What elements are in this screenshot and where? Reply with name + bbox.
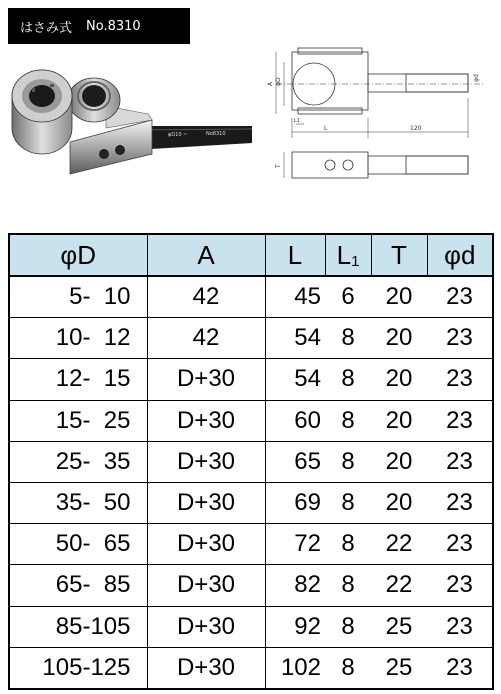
cell-l1: 8 <box>325 482 371 523</box>
dim-120-label: 120 <box>410 125 422 132</box>
table-row <box>9 359 493 400</box>
cell-phi-d: 15- 25 <box>9 400 147 441</box>
table-row <box>9 318 493 359</box>
header-l1-main: L <box>336 239 352 270</box>
holder-type-label: はさみ式 <box>20 20 73 36</box>
cell-phi-d: 105-125 <box>9 647 147 689</box>
cell-t: 20 <box>371 276 427 318</box>
cell-small-phi-d: 23 <box>427 400 493 441</box>
cell-small-phi-d: 23 <box>427 524 493 565</box>
cell-a: D+30 <box>147 359 265 400</box>
table-row <box>9 482 493 523</box>
cell-l1: 8 <box>325 359 371 400</box>
header-small-phi-d: φd <box>427 234 493 276</box>
dim-small-phi-d-label: φd <box>473 74 480 82</box>
cell-phi-d: 5- 10 <box>9 276 147 318</box>
cell-small-phi-d: 23 <box>427 318 493 359</box>
table-row <box>9 441 493 482</box>
cell-t: 20 <box>371 441 427 482</box>
product-photo <box>6 56 254 206</box>
dim-t-label: T <box>275 164 282 168</box>
cell-a: D+30 <box>147 606 265 647</box>
cell-phi-d: 50- 65 <box>9 524 147 565</box>
cell-l: 69 <box>265 482 325 523</box>
cell-a: D+30 <box>147 482 265 523</box>
cell-a: D+30 <box>147 565 265 606</box>
cell-a: D+30 <box>147 400 265 441</box>
cell-phi-d: 25- 35 <box>9 441 147 482</box>
table-row <box>9 606 493 647</box>
cell-l: 54 <box>265 359 325 400</box>
cell-phi-d: 85-105 <box>9 606 147 647</box>
cell-l1: 8 <box>325 524 371 565</box>
cell-l: 72 <box>265 524 325 565</box>
dimension-drawing <box>256 40 496 205</box>
cell-a: D+30 <box>147 441 265 482</box>
cell-small-phi-d: 23 <box>427 647 493 689</box>
cell-small-phi-d: 23 <box>427 482 493 523</box>
cell-t: 22 <box>371 565 427 606</box>
cell-l: 92 <box>265 606 325 647</box>
table-row <box>9 524 493 565</box>
cell-l: 45 <box>265 276 325 318</box>
cell-l: 82 <box>265 565 325 606</box>
cell-phi-d: 65- 85 <box>9 565 147 606</box>
table-row <box>9 565 493 606</box>
header-l: L <box>265 234 325 276</box>
cell-small-phi-d: 23 <box>427 565 493 606</box>
header-t: T <box>371 234 427 276</box>
photo-engraving-1: φD10 ~ <box>168 132 188 138</box>
cell-l: 54 <box>265 318 325 359</box>
cell-phi-d: 12- 15 <box>9 359 147 400</box>
cell-phi-d: 10- 12 <box>9 318 147 359</box>
cell-t: 20 <box>371 359 427 400</box>
cell-small-phi-d: 23 <box>427 606 493 647</box>
cell-t: 22 <box>371 524 427 565</box>
dim-phi-d-label: φD <box>275 77 282 86</box>
cell-l1: 8 <box>325 565 371 606</box>
cell-l: 60 <box>265 400 325 441</box>
model-number-label: No.8310 <box>86 18 141 34</box>
cell-small-phi-d: 23 <box>427 441 493 482</box>
cell-a: D+30 <box>147 524 265 565</box>
cell-l: 102 <box>265 647 325 689</box>
cell-a: 42 <box>147 318 265 359</box>
cell-l: 65 <box>265 441 325 482</box>
cell-t: 20 <box>371 400 427 441</box>
header-l1-sub: 1 <box>351 252 360 270</box>
cell-t: 25 <box>371 606 427 647</box>
cell-a: 42 <box>147 276 265 318</box>
header-l1 <box>325 234 371 276</box>
cell-l1: 8 <box>325 400 371 441</box>
table-row <box>9 647 493 689</box>
cell-l1: 8 <box>325 318 371 359</box>
header-a: A <box>147 234 265 276</box>
table-header-row <box>9 234 493 276</box>
cell-t: 20 <box>371 318 427 359</box>
cell-l1: 8 <box>325 606 371 647</box>
cell-a: D+30 <box>147 647 265 689</box>
dim-a-label: A <box>267 81 274 86</box>
cell-l1: 8 <box>325 647 371 689</box>
dim-l1-label: L1 <box>294 118 300 124</box>
cell-small-phi-d: 23 <box>427 276 493 318</box>
cell-t: 20 <box>371 482 427 523</box>
header-phi-d: φD <box>9 234 147 276</box>
cell-small-phi-d: 23 <box>427 359 493 400</box>
spec-table <box>8 233 494 690</box>
cell-l1: 8 <box>325 441 371 482</box>
table-row <box>9 400 493 441</box>
cell-l1: 6 <box>325 276 371 318</box>
dim-l-label: L <box>324 125 328 132</box>
product-title-box <box>8 8 190 44</box>
table-row <box>9 276 493 318</box>
cell-phi-d: 35- 50 <box>9 482 147 523</box>
cell-t: 25 <box>371 647 427 689</box>
photo-engraving-2: No8310 <box>206 131 226 137</box>
